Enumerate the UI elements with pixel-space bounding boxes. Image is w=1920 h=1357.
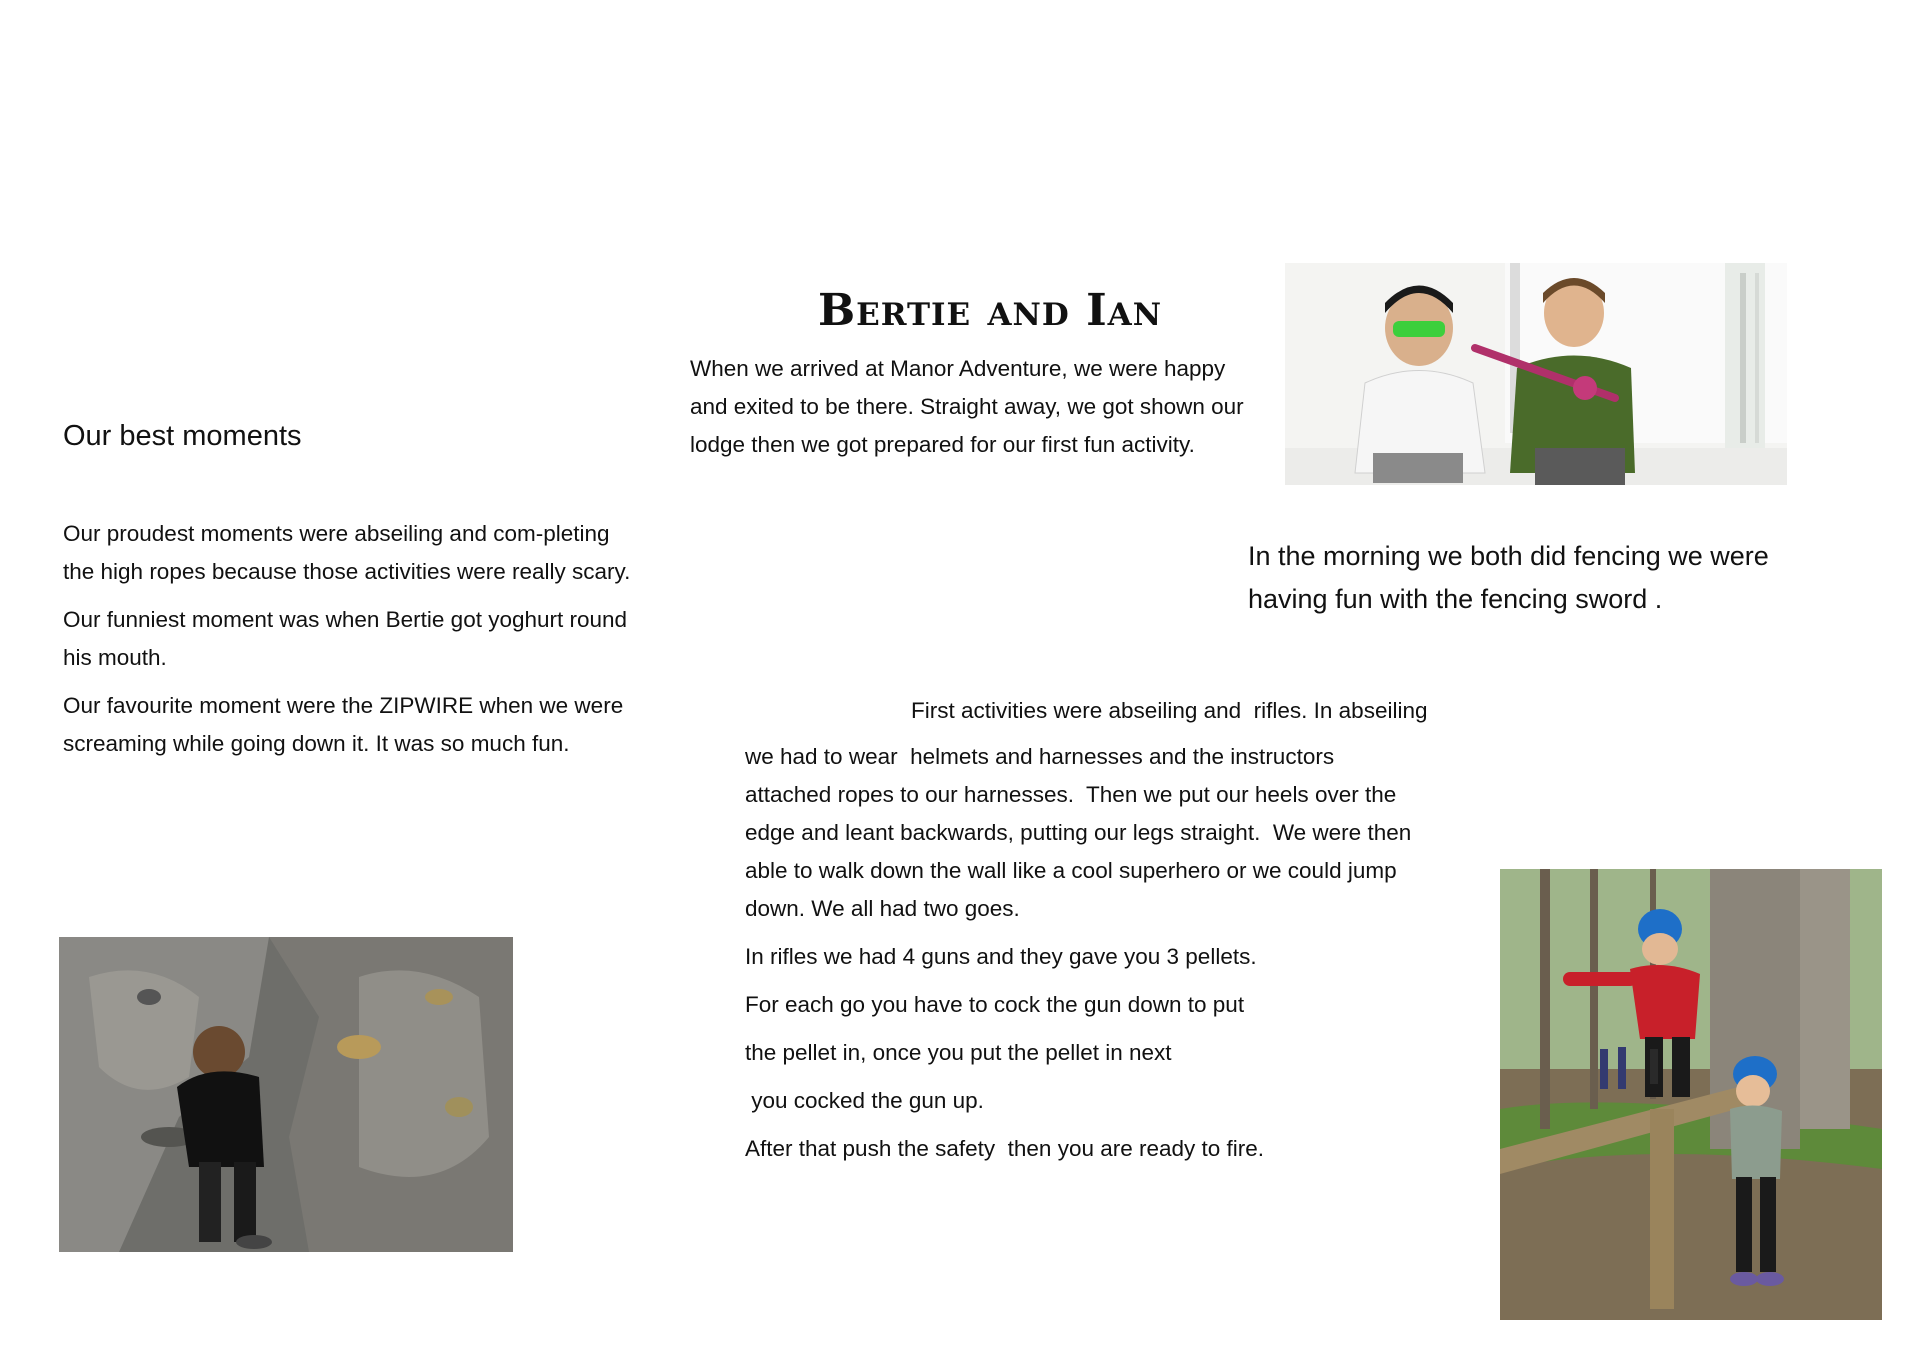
activities-line: After that push the safety then you are ready to fire. <box>745 1136 1265 1161</box>
fencing-caption: In the morning we both did fencing we were having fun with the fencing sword . <box>1248 541 1769 614</box>
intro-paragraph: When we arrived at Manor Adventure, we were happy and exited to be there. Straight away, we got shown our lodge then we got prepared for our first fun activity. <box>690 356 1244 457</box>
climbing-wall-photo <box>59 937 513 1252</box>
page-title: Bertie and Ian <box>817 285 1163 336</box>
activities-line: you cocked the gun up. <box>745 1088 984 1113</box>
favourite-moment-paragraph: Our favourite moment were the ZIPWIRE when we were screaming while going down it. It was so much fun. <box>63 693 624 756</box>
best-moments-heading: Our best moments <box>63 420 302 452</box>
best-moments-text <box>63 515 633 773</box>
funniest-moment-paragraph: Our funniest moment was when Bertie got yoghurt round his mouth. <box>63 607 628 670</box>
activities-text <box>745 692 1485 1168</box>
activities-line: First activities were abseiling and rifles. In abseiling <box>911 698 1428 723</box>
activities-line: For each go you have to cock the gun down to put <box>745 992 1245 1017</box>
activities-line: able to walk down the wall like a cool superhero or we could jump <box>745 858 1397 883</box>
activities-line: the pellet in, once you put the pellet in next <box>745 1040 1172 1065</box>
high-ropes-photo <box>1500 869 1882 1320</box>
activities-line: attached ropes to our harnesses. Then we put our heels over the <box>745 782 1397 807</box>
activities-line: In rifles we had 4 guns and they gave you 3 pellets. <box>745 944 1257 969</box>
activities-line: down. We all had two goes. <box>745 896 1020 921</box>
activities-line: we had to wear helmets and harnesses and the instructors <box>745 744 1335 769</box>
fencing-photo <box>1285 263 1787 485</box>
activities-line: edge and leant backwards, putting our legs straight. We were then <box>745 820 1412 845</box>
proudest-moment-paragraph: Our proudest moments were abseiling and com-pleting the high ropes because those activities were really scary. <box>63 521 631 584</box>
